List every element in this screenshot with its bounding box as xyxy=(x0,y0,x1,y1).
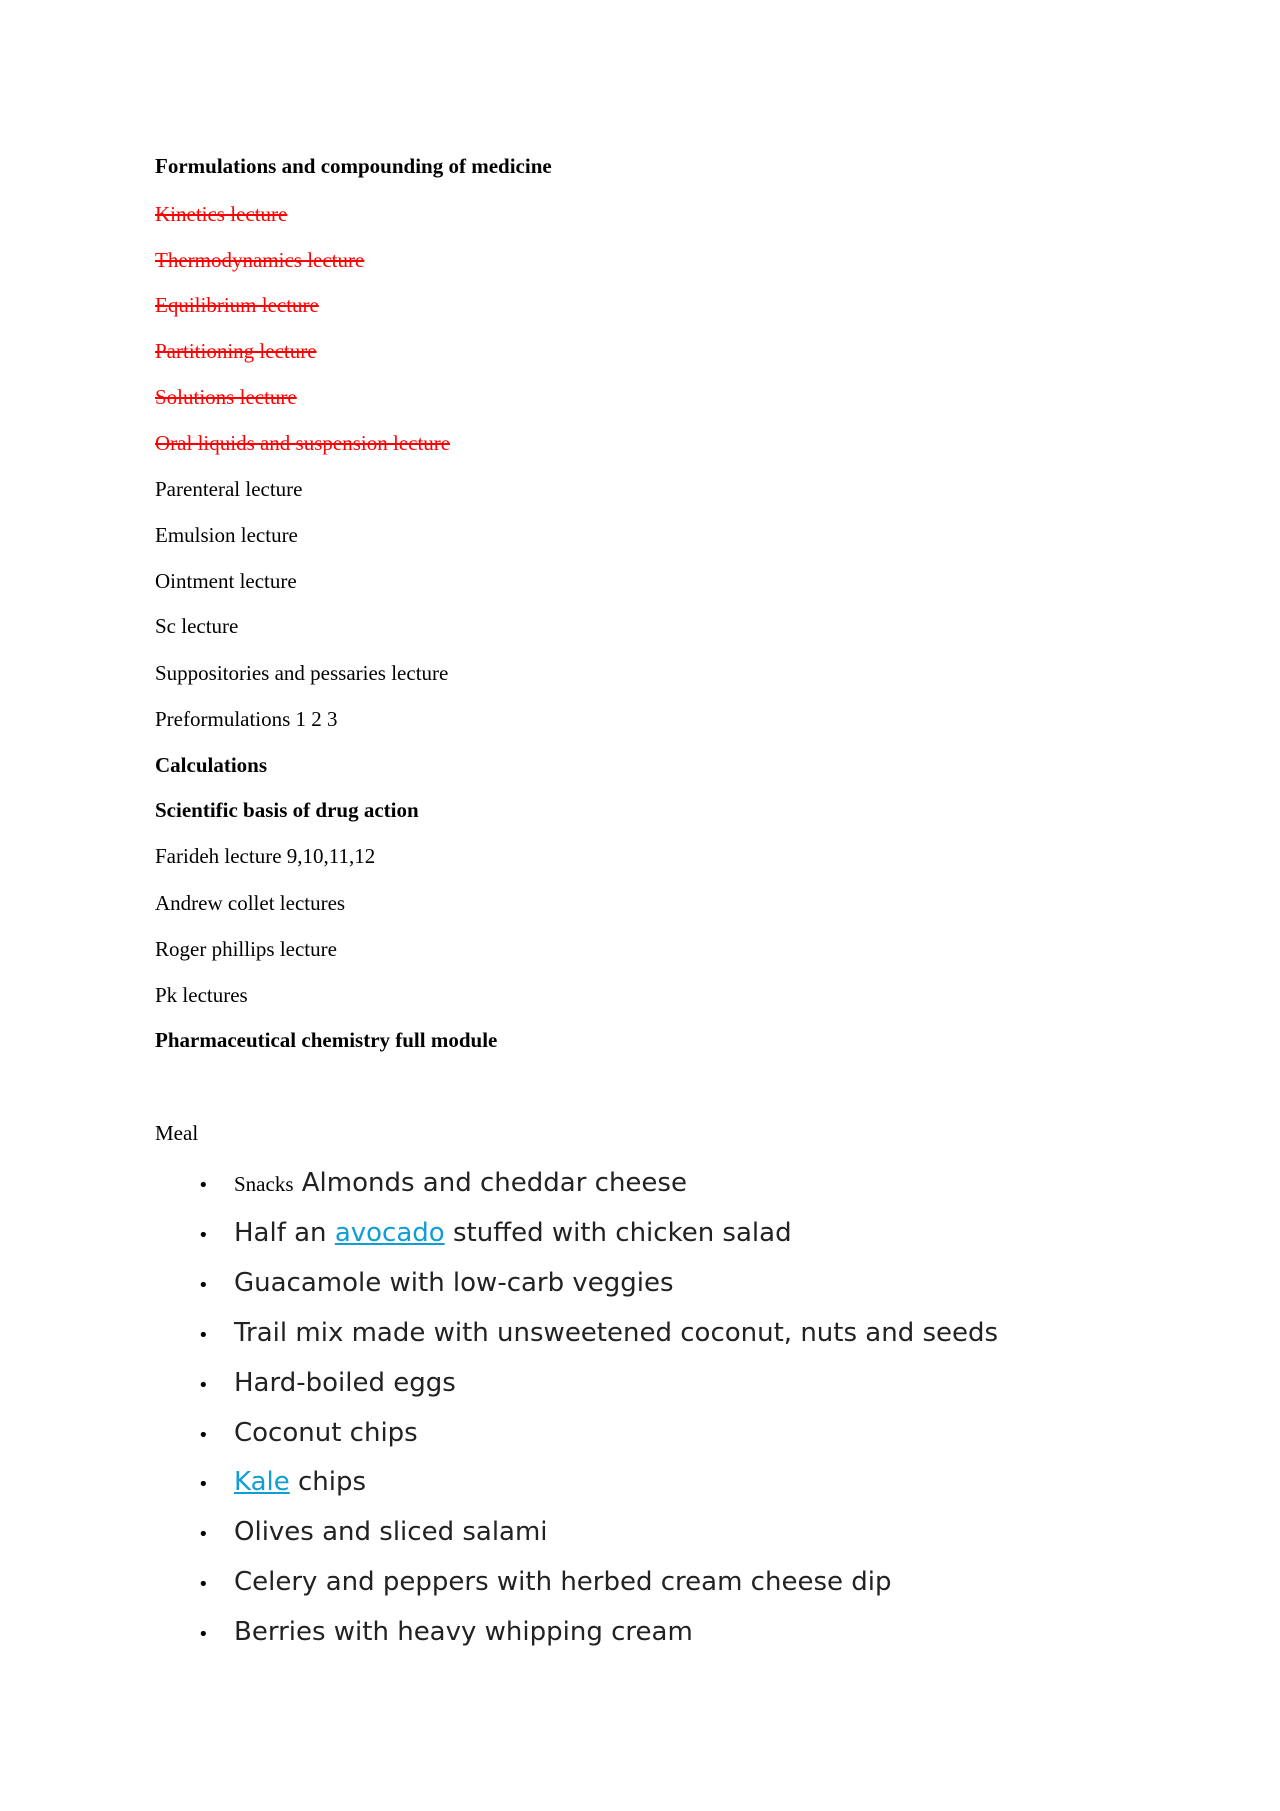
section-heading-pharm-chem: Pharmaceutical chemistry full module xyxy=(155,1028,498,1052)
lecture-item: Emulsion lecture xyxy=(155,523,298,547)
crossed-item: Solutions lecture xyxy=(155,385,297,409)
item-text: Berries with heavy whipping cream xyxy=(234,1617,693,1647)
item-text: Guacamole with low-carb veggies xyxy=(234,1268,674,1298)
meal-heading: Meal xyxy=(155,1121,199,1145)
list-item xyxy=(198,1566,892,1601)
lecture-item: Pk lectures xyxy=(155,983,248,1007)
item-text: Olives and sliced salami xyxy=(234,1517,548,1547)
lecture-item: Sc lecture xyxy=(155,614,239,638)
list-item xyxy=(198,1317,998,1352)
item-text: Celery and peppers with herbed cream cheese dip xyxy=(234,1567,892,1597)
list-item xyxy=(198,1516,548,1551)
bullet-icon: • xyxy=(198,1474,209,1495)
lecture-item: Preformulations 1 2 3 xyxy=(155,707,338,731)
lecture-item: Roger phillips lecture xyxy=(155,937,337,961)
section-heading-scientific: Scientific basis of drug action xyxy=(155,798,419,822)
bullet-icon: • xyxy=(198,1275,209,1296)
crossed-item: Equilibrium lecture xyxy=(155,293,319,317)
bullet-icon: • xyxy=(198,1425,209,1446)
list-item xyxy=(198,1167,687,1202)
item-text: Half an xyxy=(234,1218,335,1248)
lecture-item: Farideh lecture 9,10,11,12 xyxy=(155,844,376,868)
crossed-item: Kinetics lecture xyxy=(155,202,288,226)
list-item xyxy=(198,1417,418,1452)
item-text: Trail mix made with unsweetened coconut, nuts and seeds xyxy=(234,1318,999,1348)
lecture-item: Parenteral lecture xyxy=(155,477,303,501)
item-text: Coconut chips xyxy=(234,1418,418,1448)
crossed-item: Thermodynamics lecture xyxy=(155,248,365,272)
avocado-link[interactable]: avocado xyxy=(334,1218,445,1248)
kale-link[interactable]: Kale xyxy=(234,1467,290,1497)
lecture-item: Ointment lecture xyxy=(155,569,297,593)
bullet-icon: • xyxy=(198,1624,209,1645)
section-heading-calculations: Calculations xyxy=(155,753,268,777)
bullet-icon: • xyxy=(198,1524,209,1545)
item-text: Hard-boiled eggs xyxy=(234,1368,456,1398)
section-heading-formulations: Formulations and compounding of medicine xyxy=(155,154,552,178)
list-item xyxy=(198,1466,366,1501)
list-item xyxy=(198,1616,693,1651)
snacks-label: Snacks xyxy=(234,1172,294,1196)
list-item xyxy=(198,1267,674,1302)
bullet-icon: • xyxy=(198,1574,209,1595)
bullet-icon: • xyxy=(198,1225,209,1246)
lecture-item: Andrew collet lectures xyxy=(155,891,346,915)
bullet-icon: • xyxy=(198,1175,209,1196)
list-item xyxy=(198,1217,792,1252)
item-text: chips xyxy=(289,1467,367,1497)
lecture-item: Suppositories and pessaries lecture xyxy=(155,661,449,685)
item-text: stuffed with chicken salad xyxy=(444,1218,792,1248)
list-item xyxy=(198,1367,456,1402)
item-text: Almonds and cheddar cheese xyxy=(301,1168,687,1198)
bullet-icon: • xyxy=(198,1325,209,1346)
crossed-item: Partitioning lecture xyxy=(155,339,317,363)
crossed-item: Oral liquids and suspension lecture xyxy=(155,431,451,455)
bullet-icon: • xyxy=(198,1375,209,1396)
